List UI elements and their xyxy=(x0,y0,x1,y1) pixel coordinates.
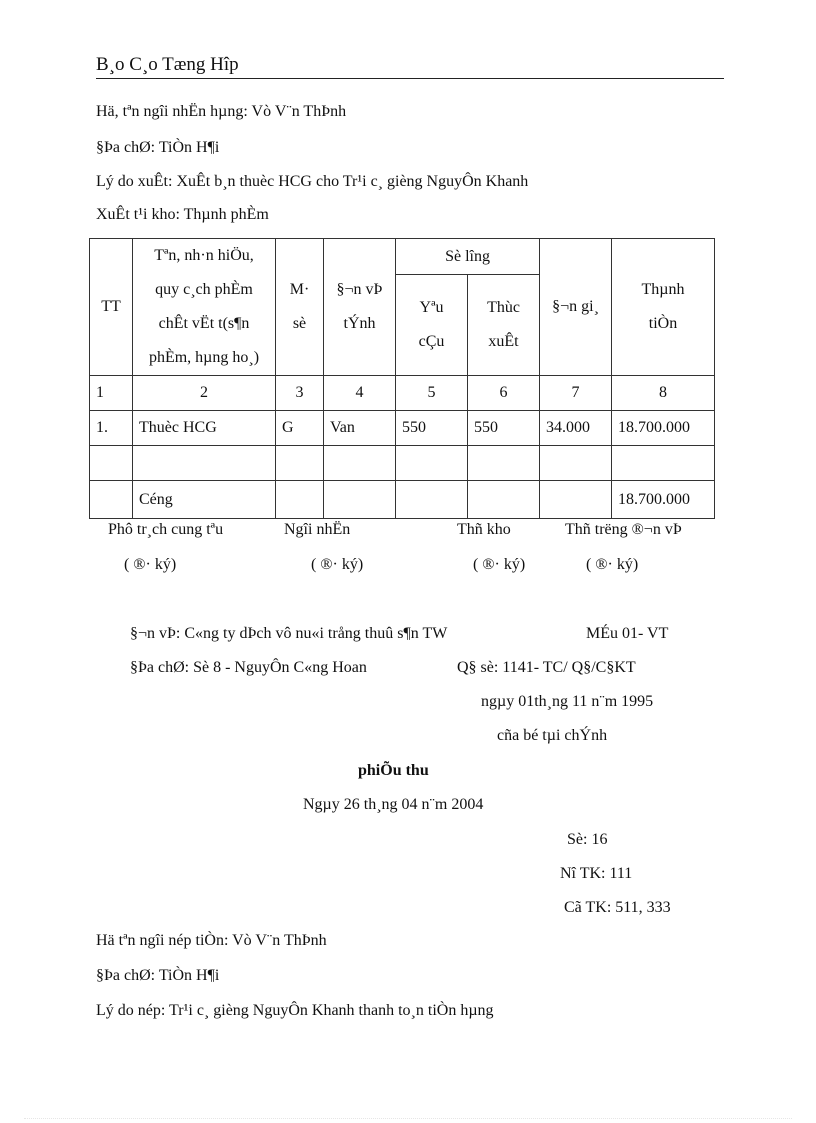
signature-note: ( ®· ký) xyxy=(311,556,364,573)
header-amount-line: tiÒn xyxy=(648,315,678,332)
header-item-name xyxy=(133,239,276,376)
index-cell: 8 xyxy=(612,376,715,411)
receipt-issuer: cña bé tµi chÝnh xyxy=(497,727,608,744)
recipient-line: Hä, tªn ngîi nhËn hµng: Vò V¨n ThÞnh xyxy=(96,103,347,120)
receipt-payer: Hä tªn ngîi nép tiÒn: Vò V¨n ThÞnh xyxy=(96,932,327,949)
row-amount: 18.700.000 xyxy=(612,411,715,446)
row-tt: 1. xyxy=(90,411,133,446)
receipt-decision-date: ngµy 01th¸ng 11 n¨m 1995 xyxy=(481,693,654,710)
receipt-form-code: MÉu 01- VT xyxy=(586,625,669,642)
row-qty-actual: 550 xyxy=(468,411,540,446)
header-unit-price: §¬n gi¸ xyxy=(540,239,612,376)
index-cell: 5 xyxy=(396,376,468,411)
receipt-payer-address: §Þa chØ: TiÒn H¶i xyxy=(96,967,220,984)
receipt-debit-account: Nî TK: 111 xyxy=(560,865,633,882)
receipt-unit: §¬n vÞ: C«ng ty dÞch vô nu«i trång thuû s¶n TW xyxy=(130,625,448,642)
receipt-credit-account: Cã TK: 511, 333 xyxy=(564,899,671,916)
row-unit: Van xyxy=(324,411,396,446)
receipt-date: Ngµy 26 th¸ng 04 n¨m 2004 xyxy=(303,796,484,813)
signature-role-warehouse: Thñ kho xyxy=(457,521,511,538)
receipt-title: phiÕu thu xyxy=(358,762,429,779)
header-amount xyxy=(612,239,715,376)
header-quantity-group: Sè lîng xyxy=(396,239,540,275)
header-unit-line: tÝnh xyxy=(343,315,376,332)
header-qty-requested xyxy=(396,275,468,376)
header-item-name-line: quy c¸ch phÈm xyxy=(155,281,253,298)
signature-note: ( ®· ký) xyxy=(473,556,526,573)
header-code-line: sè xyxy=(292,315,307,332)
index-cell: 1 xyxy=(90,376,133,411)
reason-line: Lý do xuÊt: XuÊt b¸n thuèc HCG cho Tr¹i c¸ gièng NguyÔn Khanh xyxy=(96,173,529,190)
index-cell: 2 xyxy=(133,376,276,411)
header-code xyxy=(276,239,324,376)
signature-role-head: Thñ trëng ®¬n vÞ xyxy=(565,521,682,538)
index-cell: 7 xyxy=(540,376,612,411)
signature-note: ( ®· ký) xyxy=(586,556,639,573)
row-unit-price: 34.000 xyxy=(540,411,612,446)
row-item-name: Thuèc HCG xyxy=(133,411,276,446)
index-cell: 6 xyxy=(468,376,540,411)
header-item-name-line: phÈm, hµng ho¸) xyxy=(148,349,260,366)
index-cell: 4 xyxy=(324,376,396,411)
index-cell: 3 xyxy=(276,376,324,411)
header-unit-line: §¬n vÞ xyxy=(336,281,383,298)
total-amount: 18.700.000 xyxy=(612,481,715,519)
header-qty-requested-line: cÇu xyxy=(418,333,445,350)
header-tt: TT xyxy=(90,239,133,376)
receipt-reason: Lý do nép: Tr¹i c¸ gièng NguyÔn Khanh thanh to¸n tiÒn hµng xyxy=(96,1002,494,1019)
header-divider xyxy=(96,78,724,79)
signature-note: ( ®· ký) xyxy=(124,556,177,573)
signature-role-receiver: Ngîi nhËn xyxy=(284,521,351,538)
signature-role-purchasing: Phô tr¸ch cung tªu xyxy=(108,521,224,538)
column-index-row xyxy=(90,376,715,411)
header-qty-actual-line: xuÊt xyxy=(488,333,519,350)
total-label: Céng xyxy=(133,481,276,519)
header-code-line: M· xyxy=(289,281,310,298)
table-row xyxy=(90,411,715,446)
total-row xyxy=(90,481,715,519)
header-unit xyxy=(324,239,396,376)
receipt-decision: Q§ sè: 1141- TC/ Q§/C§KT xyxy=(457,659,636,676)
row-code: G xyxy=(276,411,324,446)
header-qty-actual xyxy=(468,275,540,376)
row-qty-requested: 550 xyxy=(396,411,468,446)
page-bottom-border xyxy=(24,1118,792,1119)
header-qty-requested-line: Yªu xyxy=(419,299,444,316)
receipt-number: Sè: 16 xyxy=(567,831,608,848)
warehouse-line: XuÊt t¹i kho: Thµnh phÈm xyxy=(96,206,269,223)
header-item-name-line: Tªn, nh·n hiÖu, xyxy=(154,247,254,264)
goods-table xyxy=(89,238,715,519)
address-line: §Þa chØ: TiÒn H¶i xyxy=(96,139,220,156)
header-item-name-line: chÊt vËt t(s¶n xyxy=(158,315,250,332)
report-title: B¸o C¸o Tæng Hîp xyxy=(96,54,239,75)
header-amount-line: Thµnh xyxy=(641,281,685,298)
header-qty-actual-line: Thùc xyxy=(487,299,520,316)
table-row-empty xyxy=(90,446,715,481)
receipt-address: §Þa chØ: Sè 8 - NguyÔn C«ng Hoan xyxy=(130,659,367,676)
